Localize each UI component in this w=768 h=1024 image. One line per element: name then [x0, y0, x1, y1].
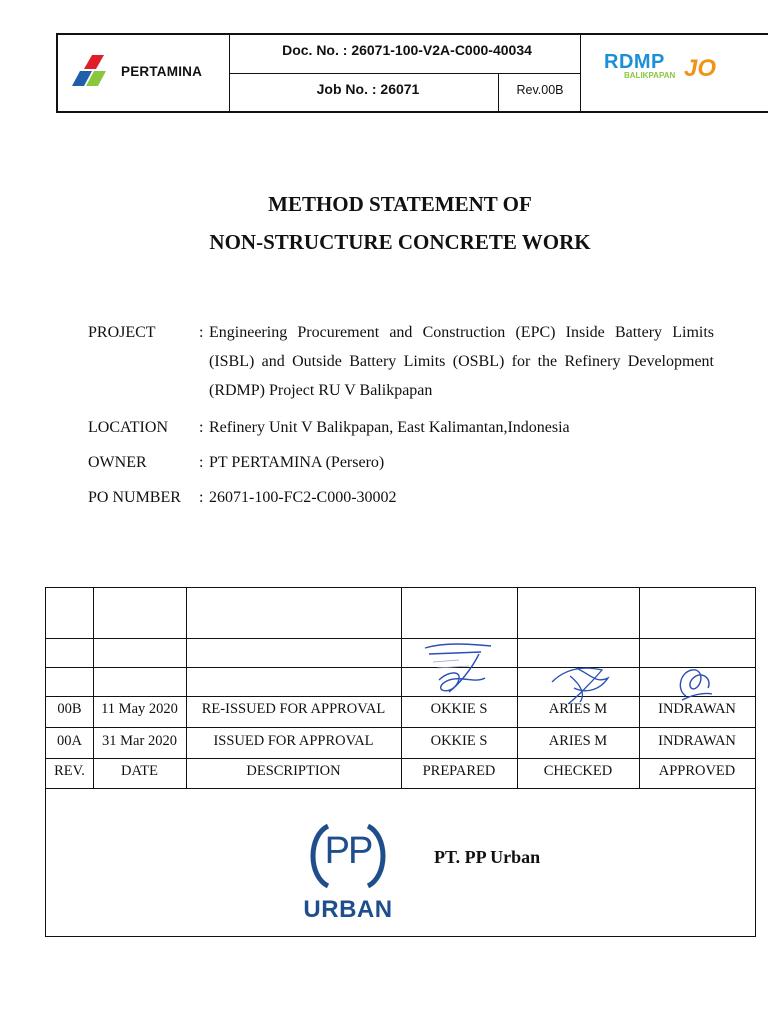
- owner-colon: :: [199, 454, 204, 471]
- col-header-date: DATE: [120, 763, 159, 779]
- pertamina-logo: [70, 53, 220, 93]
- row-00b-description: RE-ISSUED FOR APPROVAL: [201, 701, 386, 717]
- row-00a-rev: 00A: [57, 733, 82, 749]
- rdmp-logo-main: RDMP: [604, 51, 665, 73]
- row-00a-prepared: OKKIE S: [430, 733, 488, 749]
- prepared-signature-icon: [419, 640, 499, 704]
- project-colon: :: [199, 324, 204, 341]
- document-number: Doc. No. : 26071-100-V2A-C000-40034: [282, 42, 532, 58]
- row-00a-approved: INDRAWAN: [658, 733, 736, 749]
- job-number: Job No. : 26071: [316, 81, 420, 97]
- project-value: Engineering Procurement and Construction (EPC) Inside Battery Limits (ISBL) and Outside Battery Limits (OSBL) for the Refinery Development (RDMP) Project RU V Balikpapan: [209, 324, 714, 399]
- po-number-colon: :: [199, 489, 204, 506]
- pp-logo-sub: URBAN: [303, 896, 393, 923]
- col-header-prepared: PREPARED: [422, 763, 496, 779]
- po-number-label: PO NUMBER: [88, 489, 181, 506]
- header-revision: Rev.00B: [516, 83, 564, 97]
- rdmp-logo-suffix: JO: [684, 55, 717, 82]
- row-00a-checked: ARIES M: [548, 733, 608, 749]
- col-header-checked: CHECKED: [543, 763, 613, 779]
- row-00a-description: ISSUED FOR APPROVAL: [213, 733, 374, 749]
- approved-signature-icon: [668, 660, 718, 704]
- row-00b-rev: 00B: [57, 701, 82, 717]
- pertamina-brand-name: PERTAMINA: [121, 64, 203, 79]
- rdmp-logo-sub: BALIKPAPAN: [624, 71, 676, 80]
- location-label: LOCATION: [88, 419, 168, 436]
- owner-value: PT PERTAMINA (Persero): [209, 454, 385, 471]
- col-header-description: DESCRIPTION: [246, 763, 341, 779]
- project-label: PROJECT: [88, 324, 156, 341]
- owner-label: OWNER: [88, 454, 147, 471]
- col-header-approved: APPROVED: [658, 763, 736, 779]
- po-number-value: 26071-100-FC2-C000-30002: [209, 489, 397, 506]
- row-00b-checked: ARIES M: [548, 701, 608, 717]
- revision-table: [45, 587, 756, 937]
- rdmp-jo-logo: [598, 49, 728, 89]
- row-00b-approved: INDRAWAN: [658, 701, 736, 717]
- pp-logo-main: PP: [324, 830, 372, 872]
- location-value: Refinery Unit V Balikpapan, East Kalimantan,Indonesia: [209, 419, 570, 436]
- pp-urban-logo: [298, 820, 398, 926]
- document-header: [56, 33, 768, 113]
- row-00a-date: 31 Mar 2020: [102, 733, 177, 749]
- col-header-rev: REV.: [54, 763, 85, 779]
- company-name: PT. PP Urban: [434, 847, 541, 867]
- location-colon: :: [199, 419, 204, 436]
- row-00b-prepared: OKKIE S: [430, 701, 488, 717]
- title-line-2: NON-STRUCTURE CONCRETE WORK: [209, 230, 591, 254]
- title-line-1: METHOD STATEMENT OF: [268, 192, 532, 216]
- row-00b-date: 11 May 2020: [101, 701, 178, 717]
